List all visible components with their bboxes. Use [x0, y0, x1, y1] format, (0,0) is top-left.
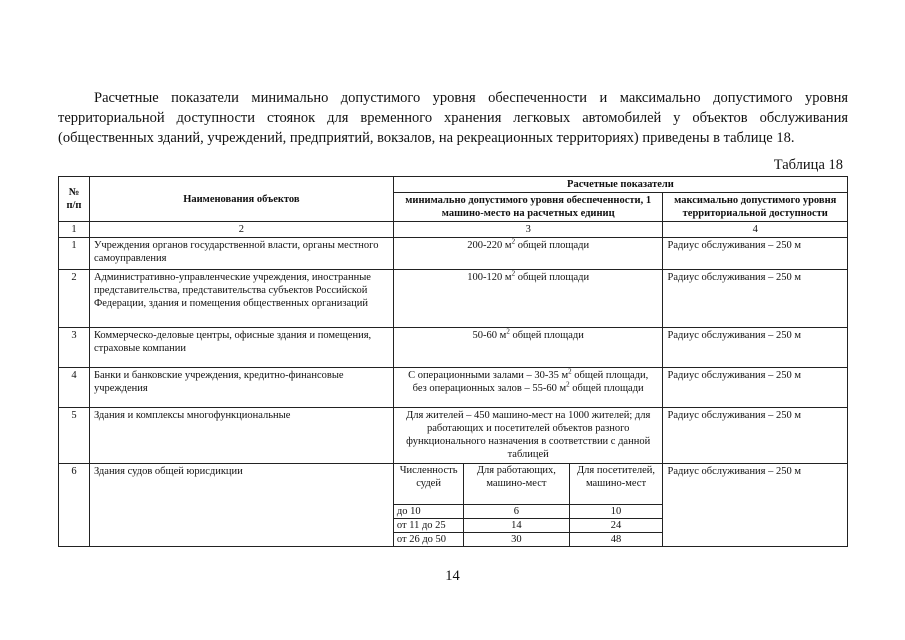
header-row-1	[59, 177, 848, 193]
table-row	[59, 368, 848, 408]
row-min: 200-220 $м^2$ общей площади	[393, 238, 663, 270]
header-min-level: минимально допустимого уровня обеспеченности, 1 машино-место на расчетных единиц	[393, 193, 663, 222]
subtable-cell: 48	[569, 532, 662, 546]
subtable-row	[394, 518, 663, 532]
subtable-cell: от 11 до 25	[394, 518, 464, 532]
table-caption: Таблица 18	[773, 157, 843, 173]
row-num: 1	[59, 238, 90, 270]
row-num: 3	[59, 328, 90, 368]
subtable-header-row	[394, 464, 663, 504]
col-number: 2	[89, 222, 393, 238]
subtable-row	[394, 504, 663, 518]
subtable-cell: 10	[569, 504, 662, 518]
row-min: 50-60 $м^2$ общей площади	[393, 328, 663, 368]
row-name: Здания и комплексы многофункциональные	[89, 408, 393, 464]
row-name: Банки и банковские учреждения, кредитно-финансовые учреждения	[89, 368, 393, 408]
row-min: 100-120 $м^2$ общей площади	[393, 270, 663, 328]
subtable-row	[394, 532, 663, 546]
row-num: 5	[59, 408, 90, 464]
table-row	[59, 328, 848, 368]
subtable-cell: 14	[464, 518, 569, 532]
row-name: Учреждения органов государственной власти, органы местного самоуправления	[89, 238, 393, 270]
col-number: 4	[663, 222, 848, 238]
table-row	[59, 408, 848, 464]
row-max: Радиус обслуживания – 250 м	[663, 270, 848, 328]
col-number: 1	[59, 222, 90, 238]
subtable-header: Для работающих, машино-мест	[464, 464, 569, 504]
intro-paragraph: Расчетные показатели минимально допустимого уровня обеспеченности и максимально допустимого уровня территориальной доступности стоянок для временного хранения легковых автомобилей у объектов обслуживания (общественных зданий, учреждений, предприятий, вокзалов, на рекреационных территориях) приведены в таблице 18.	[58, 90, 848, 146]
header-num: № п/п	[59, 177, 90, 222]
row-name: Административно-управленческие учреждения, иностранные представительства, представительства субъектов Российской Федерации, здания и помещения общественных организаций	[89, 270, 393, 328]
row-max: Радиус обслуживания – 250 м	[663, 238, 848, 270]
table-row	[59, 464, 848, 547]
row-min-subtable-cell	[393, 464, 663, 547]
row-name: Здания судов общей юрисдикции	[89, 464, 393, 547]
row-max: Радиус обслуживания – 250 м	[663, 328, 848, 368]
header-name: Наименования объектов	[89, 177, 393, 222]
standards-table	[58, 176, 848, 547]
row-name: Коммерческо-деловые центры, офисные здания и помещения, страховые компании	[89, 328, 393, 368]
subtable-header: Для посетителей, машино-мест	[569, 464, 662, 504]
subtable-cell: до 10	[394, 504, 464, 518]
header-max-level: максимально допустимого уровня территориальной доступности	[663, 193, 848, 222]
row-num: 2	[59, 270, 90, 328]
row-min: С операционными залами – 30-35 $м^2$ общей площади, без операционных залов – 55-60 $м^2$ общей площади	[393, 368, 663, 408]
row-num: 6	[59, 464, 90, 547]
row-num: 4	[59, 368, 90, 408]
subtable-header: Численность судей	[394, 464, 464, 504]
subtable-cell: 24	[569, 518, 662, 532]
header-group: Расчетные показатели	[393, 177, 847, 193]
row-max: Радиус обслуживания – 250 м	[663, 368, 848, 408]
col-number: 3	[393, 222, 663, 238]
row-max: Радиус обслуживания – 250 м	[663, 408, 848, 464]
row-max: Радиус обслуживания – 250 м	[663, 464, 848, 547]
intro-text	[58, 88, 848, 148]
subtable-cell: 30	[464, 532, 569, 546]
table-row	[59, 270, 848, 328]
table-row	[59, 238, 848, 270]
subtable-cell: от 26 до 50	[394, 532, 464, 546]
column-numbers-row	[59, 222, 848, 238]
judges-subtable	[394, 464, 663, 546]
page-number: 14	[445, 568, 460, 584]
row-min: Для жителей – 450 машино-мест на 1000 жителей; для работающих и посетителей объектов разного функционального назначения в соответствии с данной таблицей	[393, 408, 663, 464]
subtable-cell: 6	[464, 504, 569, 518]
